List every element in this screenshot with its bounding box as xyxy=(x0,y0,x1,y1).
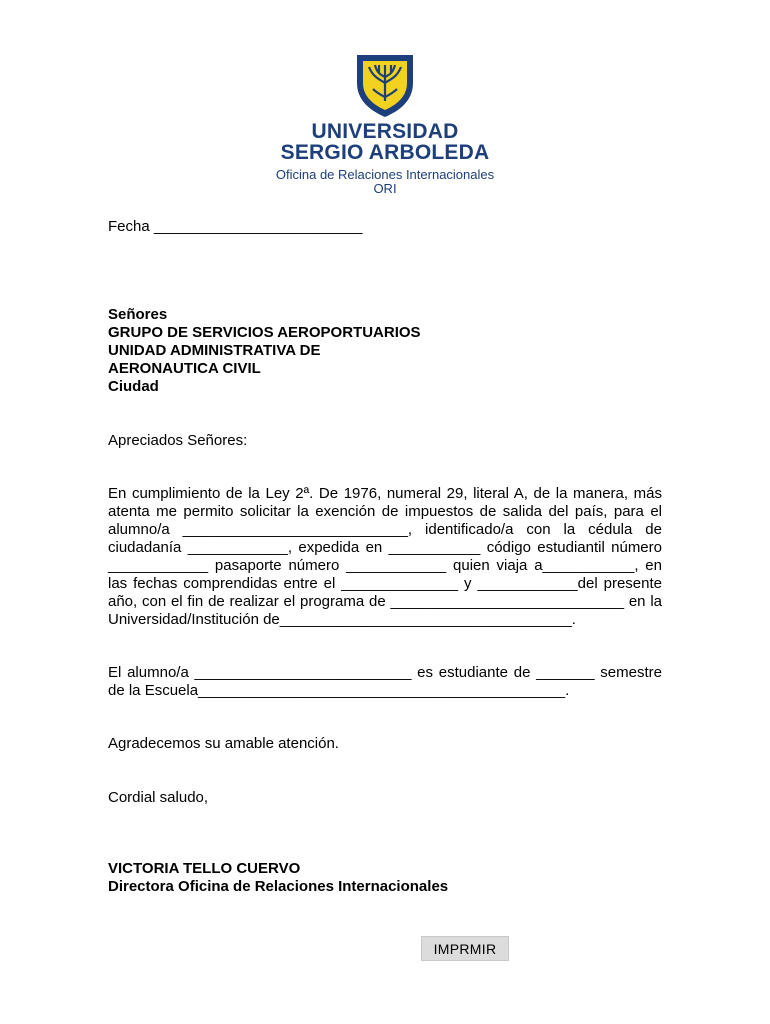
office-abbreviation: ORI xyxy=(373,181,397,196)
salutation: Apreciados Señores: xyxy=(108,432,248,449)
closing-line: Cordial saludo, xyxy=(108,789,209,806)
university-name-line1: UNIVERSIDAD xyxy=(311,120,459,143)
university-shield-icon xyxy=(355,53,415,119)
recipient-line: AERONAUTICA CIVIL xyxy=(108,360,261,377)
body-paragraph-line: ciudadanía ____________, expedida en ___________ código estudiantil número xyxy=(108,539,662,556)
body-paragraph-line: las fechas comprendidas entre el ______________ y ____________del presente xyxy=(108,575,662,592)
student-info-line: El alumno/a __________________________ es estudiante de _______ semestre xyxy=(108,664,662,681)
body-paragraph-line: En cumplimiento de la Ley 2ª. De 1976, numeral 29, literal A, de la manera, más xyxy=(108,485,662,502)
recipient-line: UNIDAD ADMINISTRATIVA DE xyxy=(108,342,321,359)
print-button[interactable]: IMPRMIR xyxy=(421,936,509,961)
signer-name: VICTORIA TELLO CUERVO xyxy=(108,860,301,877)
signer-title: Directora Oficina de Relaciones Internacionales xyxy=(108,878,449,895)
thanks-line: Agradecemos su amable atención. xyxy=(108,735,339,752)
body-paragraph-line: ____________ pasaporte número ____________ quien viaja a___________, en xyxy=(108,557,662,574)
body-paragraph-line: Universidad/Institución de___________________________________. xyxy=(108,611,576,628)
recipient-line: GRUPO DE SERVICIOS AEROPORTUARIOS xyxy=(108,324,421,341)
university-logo xyxy=(0,53,770,119)
university-name-line2: SERGIO ARBOLEDA xyxy=(280,141,490,164)
student-info-line: de la Escuela____________________________________________. xyxy=(108,682,570,699)
body-paragraph-line: año, con el fin de realizar el programa de ____________________________ en la xyxy=(108,593,662,610)
date-field-line: Fecha _________________________ xyxy=(108,218,363,235)
recipient-line: Señores xyxy=(108,306,168,323)
office-name: Oficina de Relaciones Internacionales xyxy=(275,167,495,182)
body-paragraph-line: atenta me permito solicitar la exención de impuestos de salida del país, para el xyxy=(108,503,662,520)
body-paragraph-line: alumno/a ___________________________, identificado/a con la cédula de xyxy=(108,521,662,538)
recipient-line: Ciudad xyxy=(108,378,159,395)
